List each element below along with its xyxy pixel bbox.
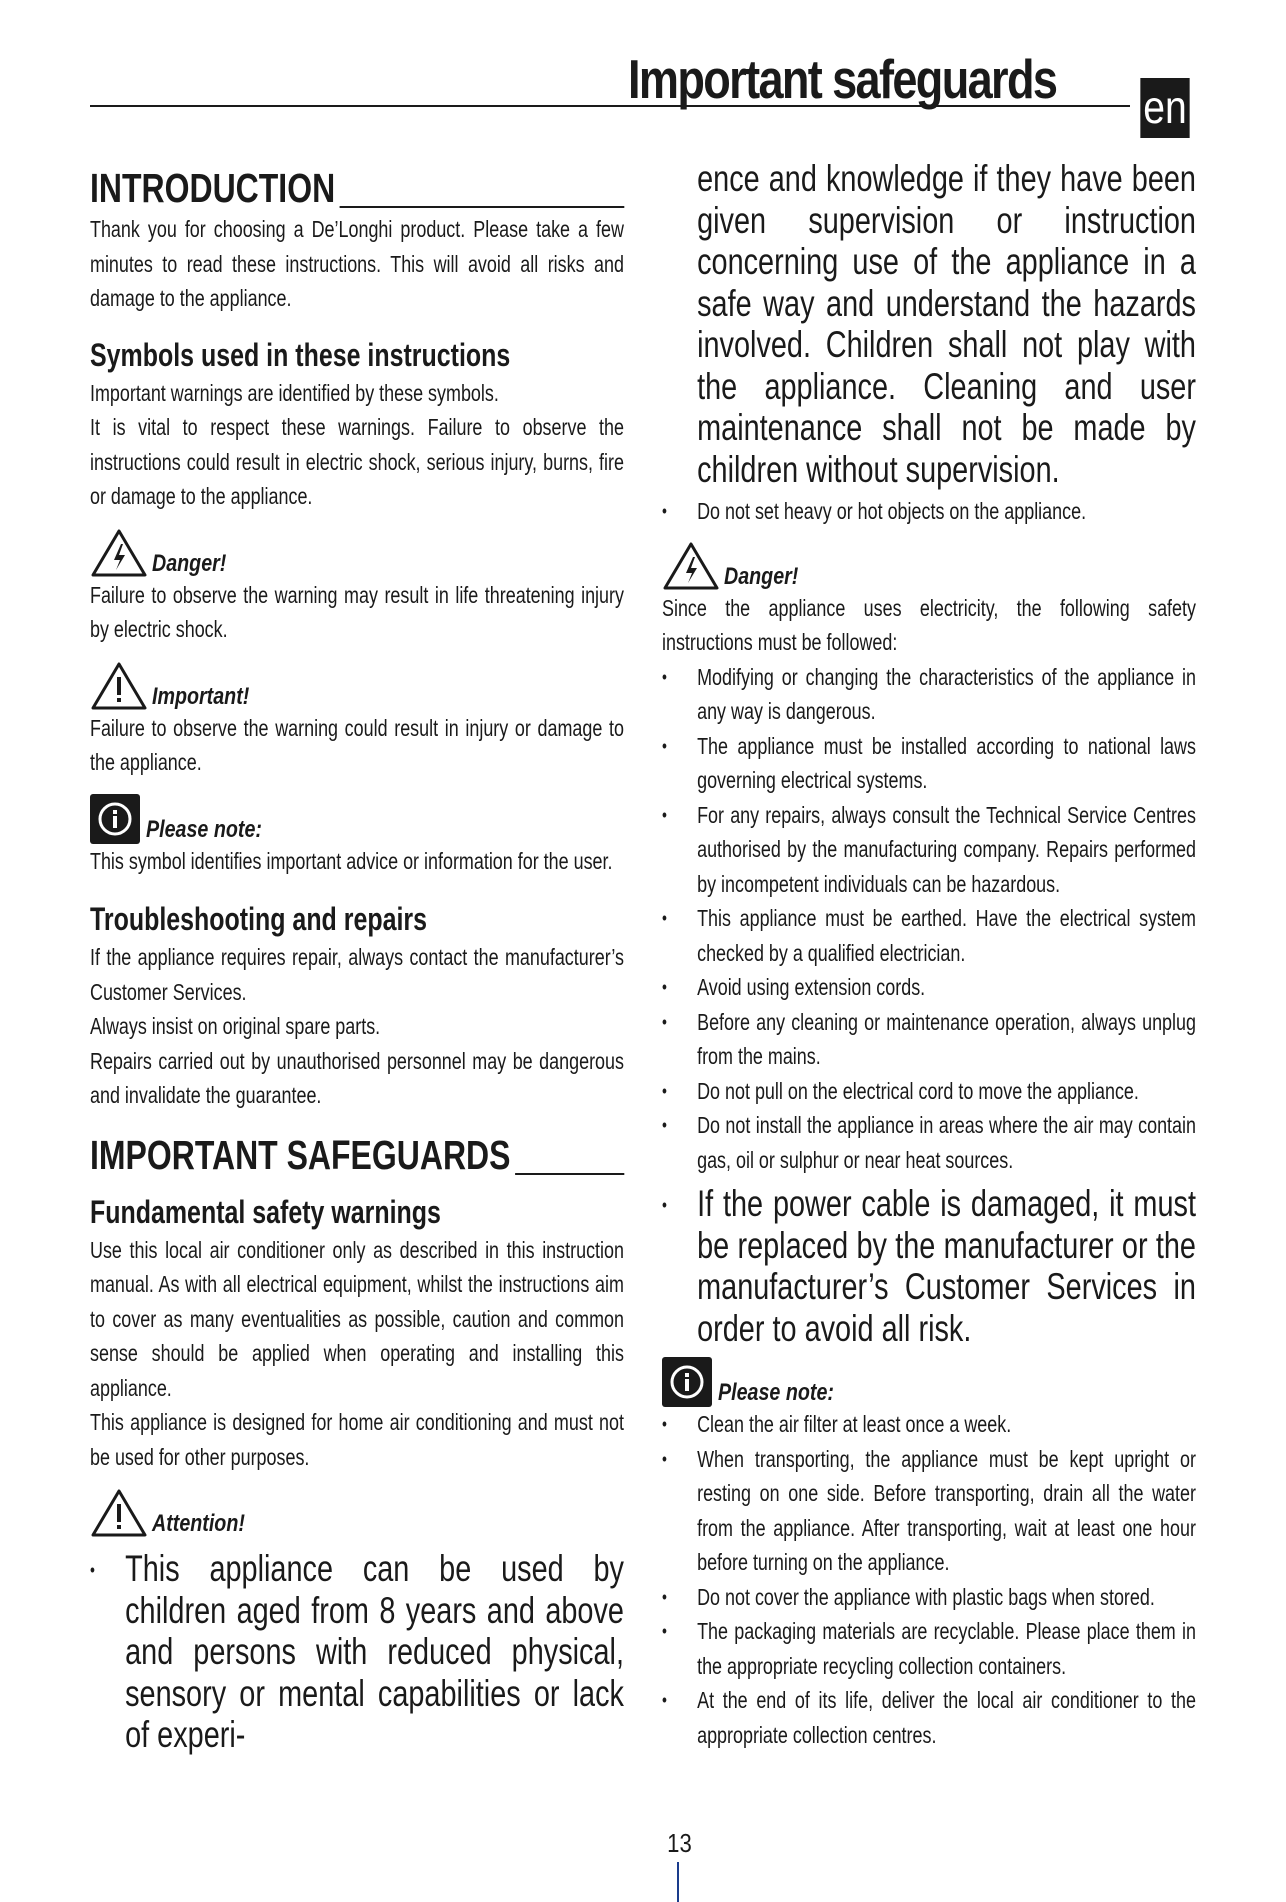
note-text: This symbol identifies important advice or information for the user. xyxy=(90,847,613,874)
right-column xyxy=(662,150,1196,1752)
list-item: • Do not set heavy or hot objects on the appliance. xyxy=(662,494,1196,529)
introduction-heading: INTRODUCTION xyxy=(90,164,624,212)
important-symbol-row xyxy=(90,659,624,711)
language-badge: en xyxy=(1140,78,1189,138)
troubleshooting-text-1: If the appliance requires repair, always contact the manufacturer’s Customer Services. xyxy=(90,944,624,1005)
electric-danger-icon xyxy=(90,528,148,578)
electric-danger-icon xyxy=(662,541,720,591)
info-icon xyxy=(90,794,140,844)
important-label: Important! xyxy=(152,682,250,710)
power-cable-bullet: • If the power cable is damaged, it must be replaced by the manufacturer or the manufacturer’s Customer Services in order to avoid all risk. xyxy=(662,1183,1196,1349)
list-item: • When transporting, the appliance must be kept upright or resting on one side. Before transporting, drain all the water from the appliance. After transporting, wait at least one hour before turning on the appliance. xyxy=(662,1442,1196,1580)
warning-icon xyxy=(90,1488,148,1538)
troubleshooting-heading: Troubleshooting and repairs xyxy=(90,901,427,937)
danger-label: Danger! xyxy=(152,549,227,577)
danger-text: Failure to observe the warning may result in life threatening injury by electric shock. xyxy=(90,581,624,642)
intro-text: Thank you for choosing a De’Longhi product. Please take a few minutes to read these instructions. This will avoid all risks and damage to the appliance. xyxy=(90,216,624,311)
page-number: 13 xyxy=(667,1828,692,1858)
left-column xyxy=(90,150,624,1756)
fundamental-text-2: This appliance is designed for home air conditioning and must not be used for other purposes. xyxy=(90,1409,624,1470)
fundamental-text-1: Use this local air conditioner only as described in this instruction manual. As with all electrical equipment, whilst the instructions aim to cover as many eventualities as possible, caution and common sense should be applied when operating and installing this appliance. xyxy=(90,1236,624,1401)
note-label: Please note: xyxy=(146,815,262,843)
important-safeguards-heading: IMPORTANT SAFEGUARDS xyxy=(90,1131,624,1179)
fundamental-heading: Fundamental safety warnings xyxy=(90,1193,441,1230)
page-number-line xyxy=(677,1862,679,1902)
note-symbol-row xyxy=(662,1355,1196,1407)
children-bullet: • This appliance can be used by children aged from 8 years and above and persons with reduced physical, sensory or mental capabilities or lack of experi- xyxy=(90,1548,624,1756)
attention-symbol-row xyxy=(90,1486,624,1538)
list-item: • Modifying or changing the characteristics of the appliance in any way is dangerous. xyxy=(662,660,1196,729)
list-item: • Do not install the appliance in areas where the air may contain gas, oil or sulphur or near heat sources. xyxy=(662,1108,1196,1177)
list-item: • Clean the air filter at least once a week. xyxy=(662,1407,1196,1442)
danger-label: Danger! xyxy=(724,562,799,590)
list-item: • Avoid using extension cords. xyxy=(662,970,1196,1005)
note-label: Please note: xyxy=(718,1379,834,1406)
danger-symbol-row xyxy=(662,539,1196,591)
list-item: • Do not cover the appliance with plastic bags when stored. xyxy=(662,1580,1196,1615)
symbols-heading: Symbols used in these instructions xyxy=(90,336,511,373)
list-item: • Do not pull on the electrical cord to move the appliance. xyxy=(662,1074,1196,1109)
list-item: • The appliance must be installed according to national laws governing electrical systems. xyxy=(662,729,1196,798)
danger-intro-text: Since the appliance uses electricity, the following safety instructions must be followed: xyxy=(662,594,1196,655)
symbols-text-2: It is vital to respect these warnings. Failure to observe the instructions could result in electric shock, serious injury, burns, fire or damage to the appliance. xyxy=(90,414,624,509)
troubleshooting-text-2: Always insist on original spare parts. xyxy=(90,1013,381,1039)
troubleshooting-text-3: Repairs carried out by unauthorised personnel may be dangerous and invalidate the guarantee. xyxy=(90,1047,624,1108)
info-icon xyxy=(662,1357,712,1407)
warning-icon xyxy=(90,661,148,711)
page-header-title: Important safeguards xyxy=(628,48,1057,110)
list-item: • This appliance must be earthed. Have the electrical system checked by a qualified electrician. xyxy=(662,901,1196,970)
danger-symbol-row xyxy=(90,526,624,578)
note-symbol-row xyxy=(90,792,624,844)
attention-label: Attention! xyxy=(152,1510,245,1537)
symbols-text-1: Important warnings are identified by these symbols. xyxy=(90,379,499,406)
list-item: • The packaging materials are recyclable. Please place them in the appropriate recycling collection containers. xyxy=(662,1614,1196,1683)
list-item: • Before any cleaning or maintenance operation, always unplug from the mains. xyxy=(662,1005,1196,1074)
children-bullet-continued: ence and knowledge if they have been given supervision or instruction concerning use of the appliance in a safe way and understand the hazards involved. Children shall not play with the appliance. Cleaning and user maintenance shall not be made by children without supervision. xyxy=(697,158,1196,490)
important-text: Failure to observe the warning could result in injury or damage to the appliance. xyxy=(90,714,624,775)
list-item: • For any repairs, always consult the Technical Service Centres authorised by the manufacturing company. Repairs performed by incompetent individuals can be hazardous. xyxy=(662,798,1196,902)
list-item: • At the end of its life, deliver the local air conditioner to the appropriate collection centres. xyxy=(662,1683,1196,1752)
